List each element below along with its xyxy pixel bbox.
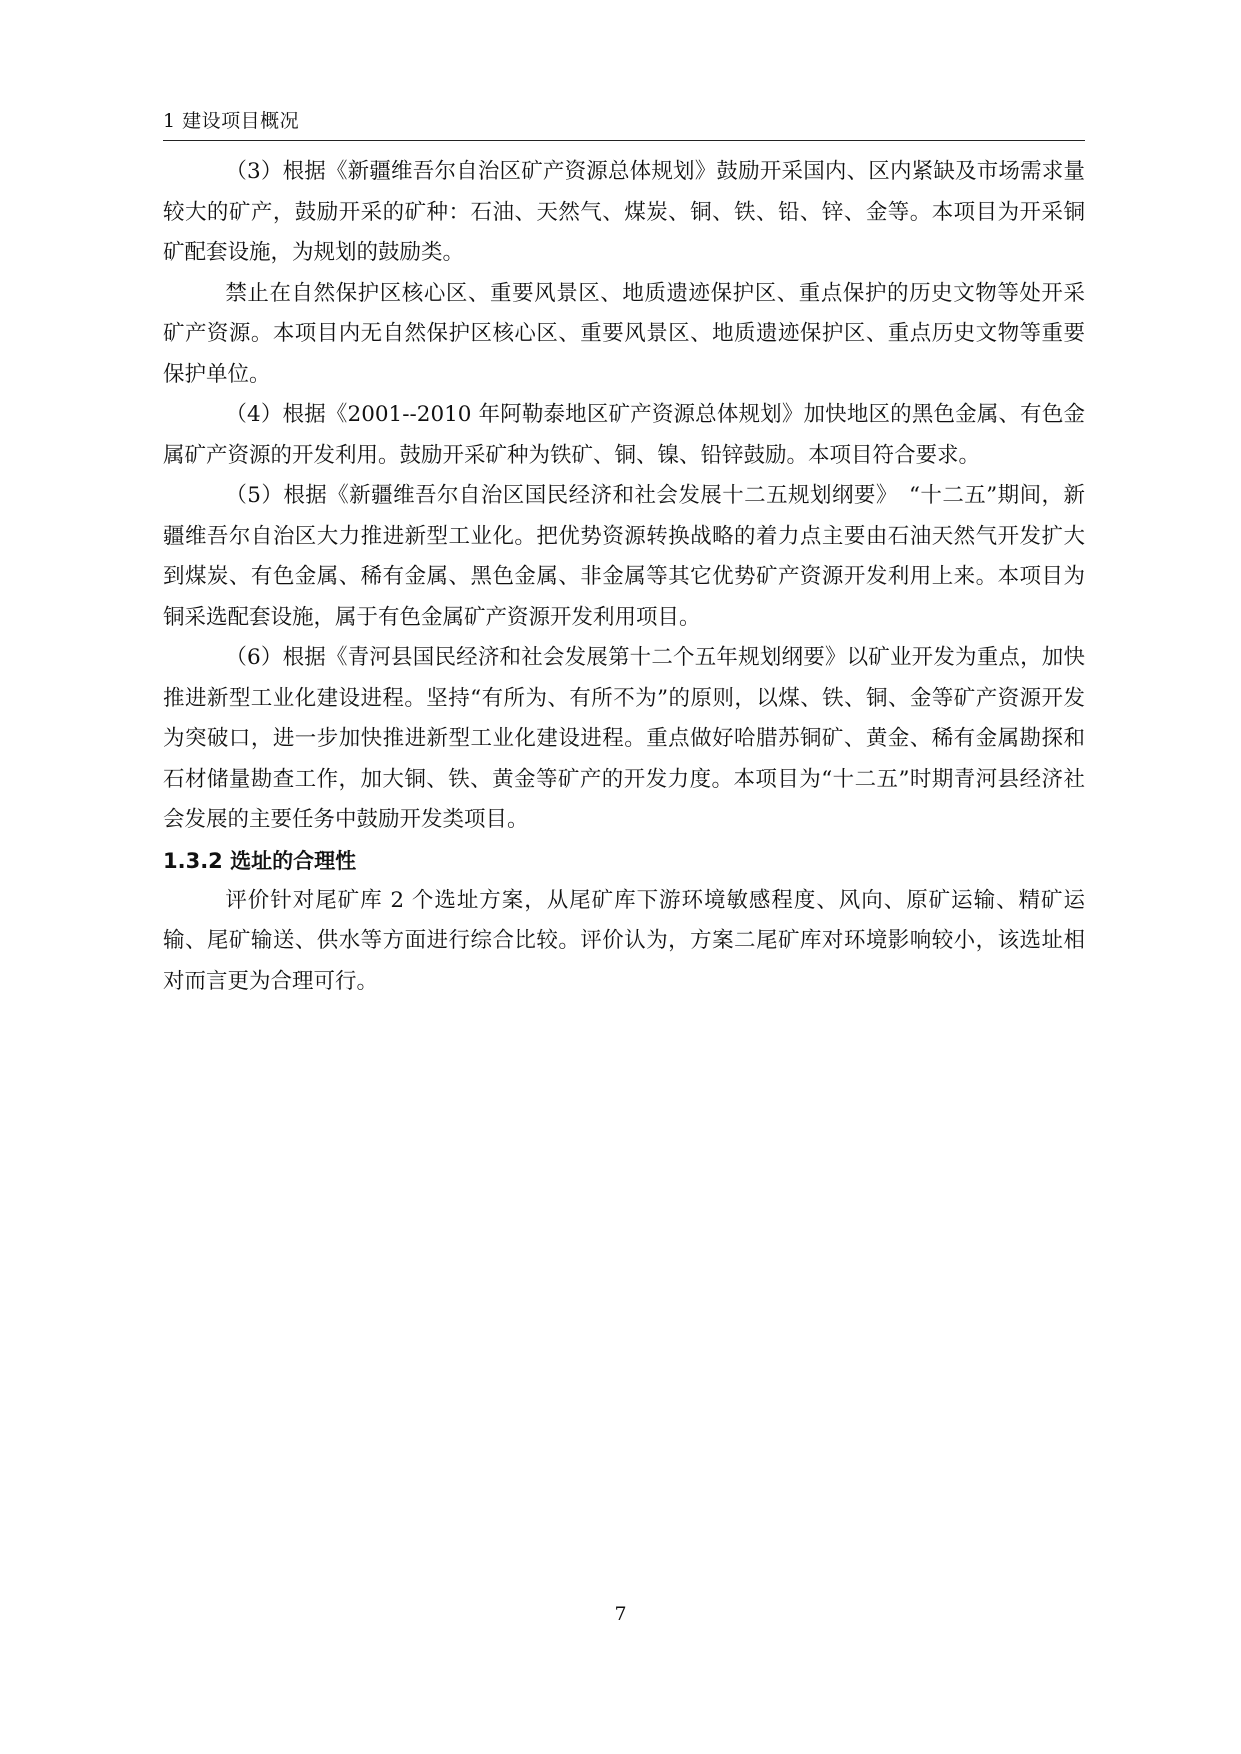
paragraph-6: （6）根据《青河县国民经济和社会发展第十二个五年规划纲要》以矿业开发为重点，加快推进新型工业化建设进程。坚持“有所为、有所不为”的原则，以煤、铁、铜、金等矿产资源开发为突破口，进一步加快推进新型工业化建设进程。重点做好哈腊苏铜矿、黄金、稀有金属勘探和石材储量勘查工作，加大铜、铁、黄金等矿产的开发力度。本项目为“十二五”时期青河县经济社会发展的主要任务中鼓励开发类项目。 xyxy=(163,645,1085,832)
section-paragraph: 评价针对尾矿库 2 个选址方案，从尾矿库下游环境敏感程度、风向、原矿运输、精矿运输、尾矿输送、供水等方面进行综合比较。评价认为，方案二尾矿库对环境影响较小，该选址相对而言更为合理可行。 xyxy=(163,887,1085,994)
section-heading: 1.3.2 选址的合理性 xyxy=(163,848,357,873)
paragraph-3: （3）根据《新疆维吾尔自治区矿产资源总体规划》鼓励开采国内、区内紧缺及市场需求量较大的矿产，鼓励开采的矿种：石油、天然气、煤炭、铜、铁、铅、锌、金等。本项目为开采铜矿配套设施，为规划的鼓励类。 xyxy=(163,159,1085,265)
page-number: 7 xyxy=(614,1603,627,1625)
running-header xyxy=(163,100,1085,141)
paragraph-4: （4）根据《2001--2010 年阿勒泰地区矿产资源总体规划》加快地区的黑色金属、有色金属矿产资源的开发利用。鼓励开采矿种为铁矿、铜、镍、铅锌鼓励。本项目符合要求。 xyxy=(163,402,1085,468)
paragraph-prohibition: 禁止在自然保护区核心区、重要风景区、地质遗迹保护区、重点保护的历史文物等处开采矿产资源。本项目内无自然保护区核心区、重要风景区、地质遗迹保护区、重点历史文物等重要保护单位。 xyxy=(163,280,1085,387)
page-body xyxy=(163,152,1085,1002)
header-title: 1 建设项目概况 xyxy=(163,110,300,132)
paragraph-5: （5）根据《新疆维吾尔自治区国民经济和社会发展十二五规划纲要》 “十二五”期间，新疆维吾尔自治区大力推进新型工业化。把优势资源转换战略的着力点主要由石油天然气开发扩大到煤炭、有色金属、稀有金属、黑色金属、非金属等其它优势矿产资源开发利用上来。本项目为铜采选配套设施，属于有色金属矿产资源开发利用项目。 xyxy=(163,483,1085,630)
